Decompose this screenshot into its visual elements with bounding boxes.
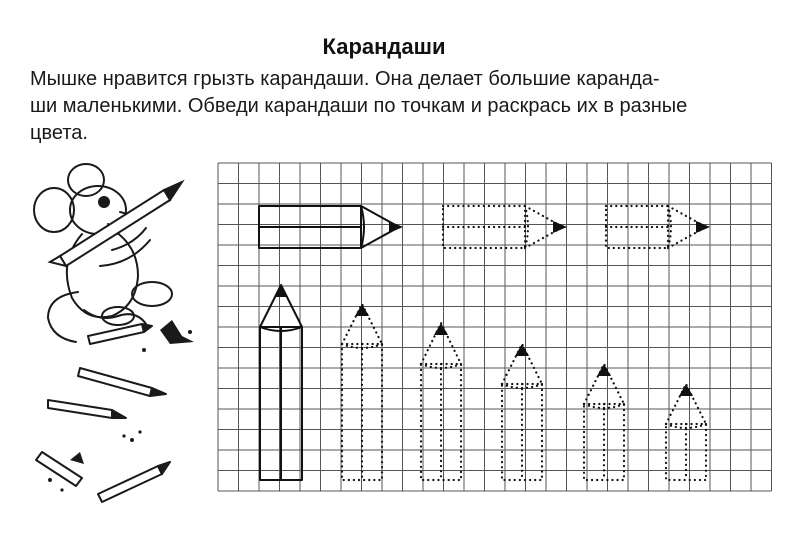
pencil-horizontal-dotted [606, 206, 710, 248]
pencil-lead [515, 344, 529, 356]
pencil-lead [274, 285, 288, 297]
instruction-line-2: ши маленькими. Обведи карандаши по точкам и раскрась их в разные [30, 95, 688, 117]
pencil-body [421, 364, 461, 480]
pencil-vertical-dotted [421, 323, 461, 480]
pencil-lead [679, 384, 693, 396]
pencil-lead [553, 221, 567, 233]
pencil-body [666, 424, 706, 480]
pencil-vertical-dotted [584, 364, 624, 480]
pencil-lead [434, 323, 448, 335]
pencil-lead [389, 221, 403, 233]
pencil-lead [696, 221, 710, 233]
pencil-vertical-dotted [666, 384, 706, 480]
pencil-vertical-solid [260, 285, 302, 480]
pencil-vertical-dotted [502, 344, 542, 480]
pencil-horizontal-solid [259, 206, 403, 248]
instruction-line-3: цвета. [30, 122, 88, 144]
pencil-lead [597, 364, 611, 376]
page-title: Карандаши [322, 34, 446, 59]
instruction-line-1: Мышке нравится грызть карандаши. Она делает большие каранда- [30, 68, 660, 90]
pencil-lead [355, 304, 369, 316]
